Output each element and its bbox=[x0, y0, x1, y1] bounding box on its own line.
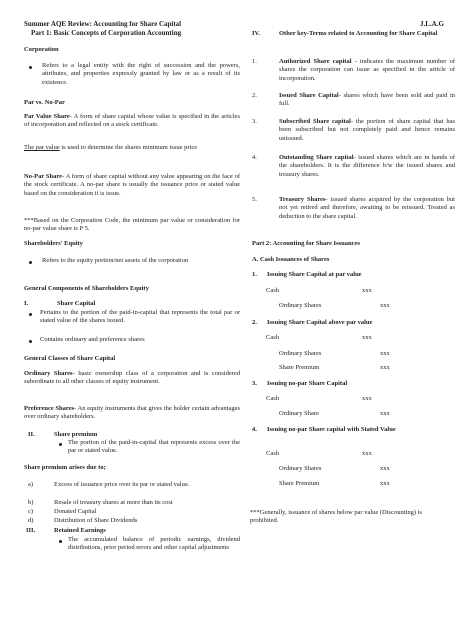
share-premium-number: II. bbox=[28, 431, 35, 438]
ordinary-shares-text: - basic ownership class of a corporation and is considered subordinate to all other classes of equity instrument. bbox=[24, 370, 240, 386]
key-term-description: - the portion of share capital that has been subscribed but not completely paid and hence remains unissued. bbox=[279, 118, 455, 142]
key-term-subscribed bbox=[279, 118, 455, 143]
premium-reason-text: Excess of issuance price over its par or stated value. bbox=[54, 481, 190, 488]
preference-shares-text: - An equity instruments that gives the holder certain advantages over ordinary shareholders. bbox=[24, 405, 240, 421]
no-par-text: - A form of share capital without any value appearing on the face of the stock certificate. A no-par share is usually the issuance price or stated value based on the consideration it is issue. bbox=[24, 173, 240, 197]
debit-account: Cash bbox=[266, 395, 279, 402]
key-term-number: 1. bbox=[252, 58, 257, 65]
share-capital-contents: Contains ordinary and preference shares bbox=[40, 336, 145, 343]
credit-account: Share Premium bbox=[279, 364, 320, 371]
key-term-title: Authorized Share capital bbox=[279, 58, 352, 65]
share-premium-arises-heading: Share premium arises due to; bbox=[24, 464, 106, 471]
credit-account: Ordinary Shares bbox=[279, 350, 322, 357]
key-term-authorized bbox=[279, 58, 455, 83]
share-capital-definition: Pertains to the portion of the paid-in-capital that represents the total par or stated value of the shares issued. bbox=[40, 309, 240, 325]
entry-number: 4. bbox=[252, 426, 257, 433]
shareholders-equity-heading: Shareholders' Equity bbox=[24, 240, 83, 247]
credit-account: Ordinary Shares bbox=[279, 302, 322, 309]
document-title-line2: Part 1: Basic Concepts of Corporation Accounting bbox=[31, 29, 182, 37]
shareholders-equity-definition: Refers to the equity portion/net assets of the corporation bbox=[42, 257, 189, 264]
debit-amount: xxx bbox=[362, 287, 372, 294]
debit-amount: xxx bbox=[362, 450, 372, 457]
corporation-code-note: ***Based on the Corporation Code, the minimum par value or consideration for no-par value share is P 5. bbox=[24, 217, 240, 233]
key-term-issued bbox=[279, 92, 455, 109]
key-term-treasury bbox=[279, 196, 455, 221]
bullet-icon bbox=[29, 313, 32, 316]
retained-earnings-definition: The accumulated balance of periodic earnings, dividend distributions, prior period errors and other capital adjustments bbox=[68, 536, 240, 552]
document-title-line1: Summer AQE Review: Accounting for Share Capital bbox=[24, 20, 182, 28]
credit-amount: xxx bbox=[380, 465, 390, 472]
premium-reason-label: b) bbox=[28, 499, 34, 506]
section-a-heading: A. Cash Issuances of Shares bbox=[252, 256, 330, 263]
key-term-description: - issued shares acquired by the corporation but not yet retired and therefore, awaiting to be reissued. Treated as deduction to the share capital. bbox=[279, 196, 455, 220]
ordinary-shares-paragraph bbox=[24, 370, 240, 387]
credit-account: Share Premium bbox=[279, 480, 320, 487]
no-par-paragraph bbox=[24, 173, 240, 198]
debit-account: Cash bbox=[266, 450, 279, 457]
corporation-heading: Corporation bbox=[24, 46, 59, 53]
debit-account: Cash bbox=[266, 287, 279, 294]
par-value-note bbox=[24, 144, 240, 152]
premium-reason-label: c) bbox=[28, 508, 34, 515]
share-premium-heading: Share premium bbox=[54, 431, 98, 438]
par-value-text: - A form of share capital whose value is specified in the articles of incorporation and reflected on a stock certificate. bbox=[24, 113, 240, 129]
discounting-note: ***Generally, issuance of shares below par value (Discounting) is prohibited. bbox=[250, 509, 422, 525]
bullet-icon bbox=[59, 443, 62, 446]
premium-reason-text: Resale of treasury shares at more than its cost bbox=[54, 499, 173, 506]
key-terms-heading: Other key-Terms related to Accounting for Share Capital bbox=[279, 30, 438, 37]
entry-number: 1. bbox=[252, 271, 257, 278]
key-terms-number: IV. bbox=[252, 30, 261, 37]
credit-account: Ordinary Share bbox=[279, 410, 319, 417]
key-term-number: 5. bbox=[252, 196, 257, 203]
retained-earnings-heading: Retained Earnings bbox=[54, 527, 106, 534]
author-initials: J.L.A.G bbox=[420, 20, 444, 28]
preference-shares-term: Preference Shares bbox=[24, 405, 75, 412]
key-term-title: Subscribed Share capital bbox=[279, 118, 351, 125]
premium-reason-label: a) bbox=[28, 481, 34, 488]
corporation-definition: Refers to a legal entity with the right of succession and the powers, attributes, and properties expressly granted by law or as a result of its existence. bbox=[42, 62, 240, 86]
credit-amount: xxx bbox=[380, 480, 390, 487]
classes-heading: General Classes of Share Capital bbox=[24, 355, 116, 362]
bullet-icon bbox=[29, 261, 32, 264]
credit-amount: xxx bbox=[380, 410, 390, 417]
debit-amount: xxx bbox=[362, 334, 372, 341]
preference-shares-paragraph bbox=[24, 405, 240, 422]
key-term-description: - shares which have been sold and paid in full. bbox=[279, 92, 456, 108]
share-capital-heading: Share Capital bbox=[57, 300, 96, 307]
par-heading: Par vs. No-Par bbox=[24, 99, 65, 106]
bullet-icon bbox=[29, 66, 32, 69]
key-term-title: Outstanding Share capital bbox=[279, 154, 354, 161]
par-value-note-term: The par value bbox=[24, 144, 60, 151]
credit-account: Ordinary Shares bbox=[279, 465, 322, 472]
par-value-note-text: is used to determine the shares minimum issue price bbox=[59, 144, 198, 151]
share-capital-number: I. bbox=[24, 300, 29, 307]
debit-account: Cash bbox=[266, 334, 279, 341]
key-term-title: Issued Share Capital bbox=[279, 92, 339, 99]
credit-amount: xxx bbox=[380, 350, 390, 357]
key-term-number: 3. bbox=[252, 118, 257, 125]
no-par-term: No-Par Share bbox=[24, 173, 63, 180]
bullet-icon bbox=[59, 540, 62, 543]
key-term-title: Treasury Shares bbox=[279, 196, 326, 203]
premium-reason-text: Distribution of Share Dividends bbox=[54, 517, 138, 524]
share-premium-definition: The portion of the paid-in-capital that represents excess over the par or stated value. bbox=[68, 439, 240, 455]
credit-amount: xxx bbox=[380, 302, 390, 309]
ordinary-shares-term: Ordinary Shares bbox=[24, 370, 73, 377]
part2-heading: Part 2: Accounting for Share Issuances bbox=[252, 240, 360, 247]
key-term-outstanding bbox=[279, 154, 455, 179]
bullet-icon bbox=[29, 340, 32, 343]
par-value-paragraph bbox=[24, 113, 240, 130]
credit-amount: xxx bbox=[380, 364, 390, 371]
entry-number: 2. bbox=[252, 319, 257, 326]
par-value-term: Par Value Share bbox=[24, 113, 70, 120]
components-heading: General Components of Shareholders Equity bbox=[24, 285, 149, 292]
premium-reason-label: d) bbox=[28, 517, 34, 524]
key-term-number: 2. bbox=[252, 92, 257, 99]
key-term-number: 4. bbox=[252, 154, 257, 161]
entry-number: 3. bbox=[252, 380, 257, 387]
entry-title: Issuing Share Capital at par value bbox=[267, 271, 362, 278]
debit-amount: xxx bbox=[362, 395, 372, 402]
key-term-description: - issued shares which are in hands of the shareholders. It is the difference b/w the issued shares and treasury shares. bbox=[279, 154, 455, 178]
retained-earnings-number: III. bbox=[26, 527, 36, 534]
premium-reason-text: Donated Capital bbox=[54, 508, 97, 515]
key-term-description: - indicates the maximum number of shares the corporation can issue as specified in the article of incorporation. bbox=[279, 58, 455, 82]
entry-title: Issuing no-par Share capital with Stated Value bbox=[267, 426, 396, 433]
entry-title: Issuing Share Capital above par value bbox=[267, 319, 373, 326]
entry-title: Issuing no-par Share Capital bbox=[267, 380, 348, 387]
